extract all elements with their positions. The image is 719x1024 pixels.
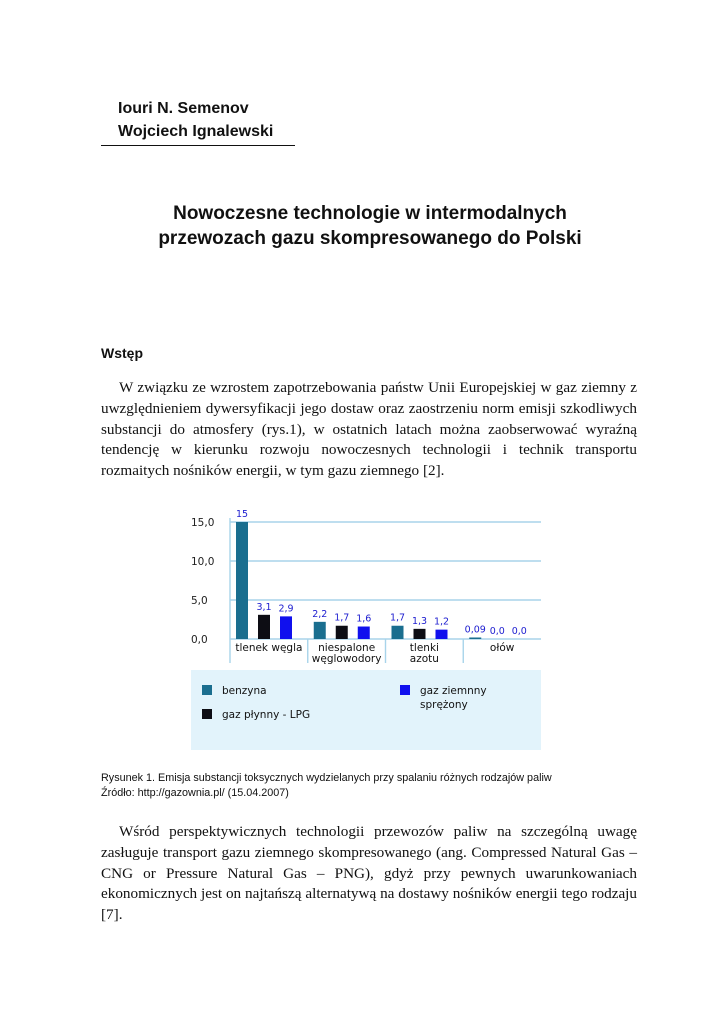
author-2: Wojciech Ignalewski — [118, 123, 274, 140]
bar-1-cat-3 — [392, 626, 404, 639]
category-label: ołów — [489, 642, 515, 654]
data-label: 0,0 — [489, 626, 505, 637]
y-tick-label: 0,0 — [191, 634, 208, 646]
data-label: 1,3 — [411, 615, 428, 627]
paper-title — [100, 201, 640, 251]
data-label: 2,2 — [312, 608, 328, 620]
paragraph-cng: Wśród perspektywicznych technologii przewozów paliw na szczególną uwagę zasługuje transport gazu ziemnego skompresowanego (ang. Compressed Natural Gas – CNG or Pressure Natural Gas – PNG), gdyż przy pewnych uwarunkowaniach ekonomicznych jest on najtańszą alternatywą na dostawy nośników energii tego rodzaju [7]. — [101, 823, 637, 924]
chart-svg — [186, 496, 546, 752]
title-line-1: Nowoczesne technologie w intermodalnych — [173, 203, 567, 224]
legend-label: benzyna — [222, 685, 267, 697]
bar-3-cat-3 — [436, 630, 448, 639]
data-label: 0,09 — [464, 624, 486, 636]
category-label: azotu — [409, 653, 439, 665]
data-label: 0,0 — [511, 626, 527, 637]
legend-label: sprężony — [420, 699, 468, 711]
data-label: 1,6 — [356, 613, 372, 625]
legend-label: gaz ziemnny — [420, 685, 487, 697]
bar-1-cat-1 — [236, 522, 248, 639]
data-label: 15 — [235, 509, 249, 520]
legend-swatch — [202, 709, 212, 719]
y-tick-label: 10,0 — [191, 556, 215, 568]
title-line-2: przewozach gazu skompresowanego do Polski — [158, 228, 582, 249]
data-label: 1,7 — [334, 612, 350, 624]
bar-2-cat-1 — [258, 615, 270, 639]
category-label: tlenki — [409, 642, 439, 654]
data-label: 2,9 — [278, 603, 294, 615]
bar-3-cat-1 — [280, 616, 292, 639]
bar-1-cat-4 — [469, 638, 481, 640]
paragraph-intro: W związku ze wzrostem zapotrzebowania państw Unii Europejskiej w gaz ziemny z uwzględnieniem dywersyfikacji jego dostaw oraz zaostrzeniu norm emisji szkodliwych substancji do atmosfery (rys.1), w ostatnich latach można zaobserwować wyraźną tendencję w kierunku rozwoju nowoczesnych technologii i technik transportu rozmaitych nośników energii, w tym gazu ziemnego [2]. — [101, 379, 637, 480]
category-label: węglowodory — [311, 653, 382, 665]
bar-3-cat-2 — [358, 627, 370, 639]
emission-chart — [186, 496, 546, 752]
category-label: tlenek węgla — [235, 642, 303, 654]
bar-2-cat-2 — [336, 626, 348, 639]
category-label: niespalone — [318, 642, 376, 654]
authors-block — [118, 97, 273, 143]
bar-2-cat-3 — [414, 629, 426, 639]
caption-source: Źródło: http://gazownia.pl/ (15.04.2007) — [101, 787, 289, 799]
y-tick-label: 15,0 — [191, 517, 215, 529]
y-tick-label: 5,0 — [191, 595, 208, 607]
figure-caption — [101, 771, 552, 801]
bar-1-cat-2 — [314, 622, 326, 639]
legend-swatch — [400, 685, 410, 695]
data-label: 3,1 — [256, 601, 272, 613]
legend-label: gaz płynny - LPG — [222, 709, 311, 721]
author-underline — [101, 145, 295, 146]
data-label: 1,7 — [389, 612, 406, 624]
data-label: 1,2 — [433, 616, 450, 628]
author-1: Iouri N. Semenov — [118, 100, 249, 117]
caption-title: Rysunek 1. Emisja substancji toksycznych wydzielanych przy spalaniu różnych rodzajów paliw — [101, 772, 552, 784]
legend-swatch — [202, 685, 212, 695]
section-heading: Wstęp — [101, 345, 143, 361]
